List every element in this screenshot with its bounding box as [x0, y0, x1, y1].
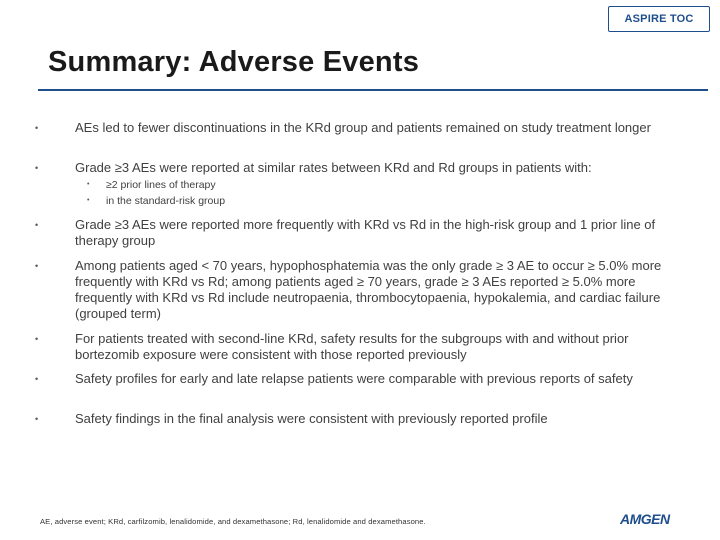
bullet-text: Grade ≥3 AEs were reported more frequently with KRd vs Rd in the high-risk group and 1 prior line of therapy group — [75, 217, 656, 248]
aspire-toc-button[interactable]: ASPIRE TOC — [608, 6, 710, 32]
bullet-text: Grade ≥3 AEs were reported at similar rates between KRd and Rd groups in patients with: — [75, 160, 592, 175]
title-divider — [38, 89, 708, 91]
bullet-marker: • — [35, 334, 39, 344]
bullet-marker: • — [35, 163, 39, 173]
bullet-marker: • — [35, 123, 39, 133]
bullet-text: Safety profiles for early and late relapse patients were comparable with previous reports of safety — [75, 371, 633, 386]
footnote: AE, adverse event; KRd, carfilzomib, lenalidomide, and dexamethasone; Rd, lenalidomide and dexamethasone. — [40, 517, 426, 526]
bullet-text: For patients treated with second-line KRd, safety results for the subgroups with and without prior bortezomib exposure were consistent with those reported previously — [75, 331, 629, 362]
sub-bullet-marker: • — [87, 197, 90, 204]
bullet-marker: • — [35, 374, 39, 384]
page-title: Summary: Adverse Events — [48, 46, 420, 78]
sub-bullet-text: ≥2 prior lines of therapy — [106, 179, 216, 191]
bullet-marker: • — [35, 414, 39, 424]
bullet-text: Safety findings in the final analysis were consistent with previously reported profile — [75, 411, 548, 426]
bullet-text: AEs led to fewer discontinuations in the KRd group and patients remained on study treatment longer — [75, 120, 651, 135]
sub-bullet-marker: • — [87, 181, 90, 188]
sub-bullet-text: in the standard-risk group — [106, 195, 226, 207]
bullet-marker: • — [35, 220, 39, 230]
bullet-text: Among patients aged < 70 years, hypophosphatemia was the only grade ≥ 3 AE to occur ≥ 5.0% more frequently with KRd vs Rd; among patients aged ≥ 70 years, grade ≥ 3 AEs reported ≥ 5.0% more frequently with KRd vs Rd include neutropaenia, thrombocytopaenia, hypokalemia, and cardiac failure (grouped term) — [75, 258, 662, 321]
amgen-logo: AMGEN — [620, 511, 670, 527]
bullet-marker: • — [35, 261, 39, 271]
